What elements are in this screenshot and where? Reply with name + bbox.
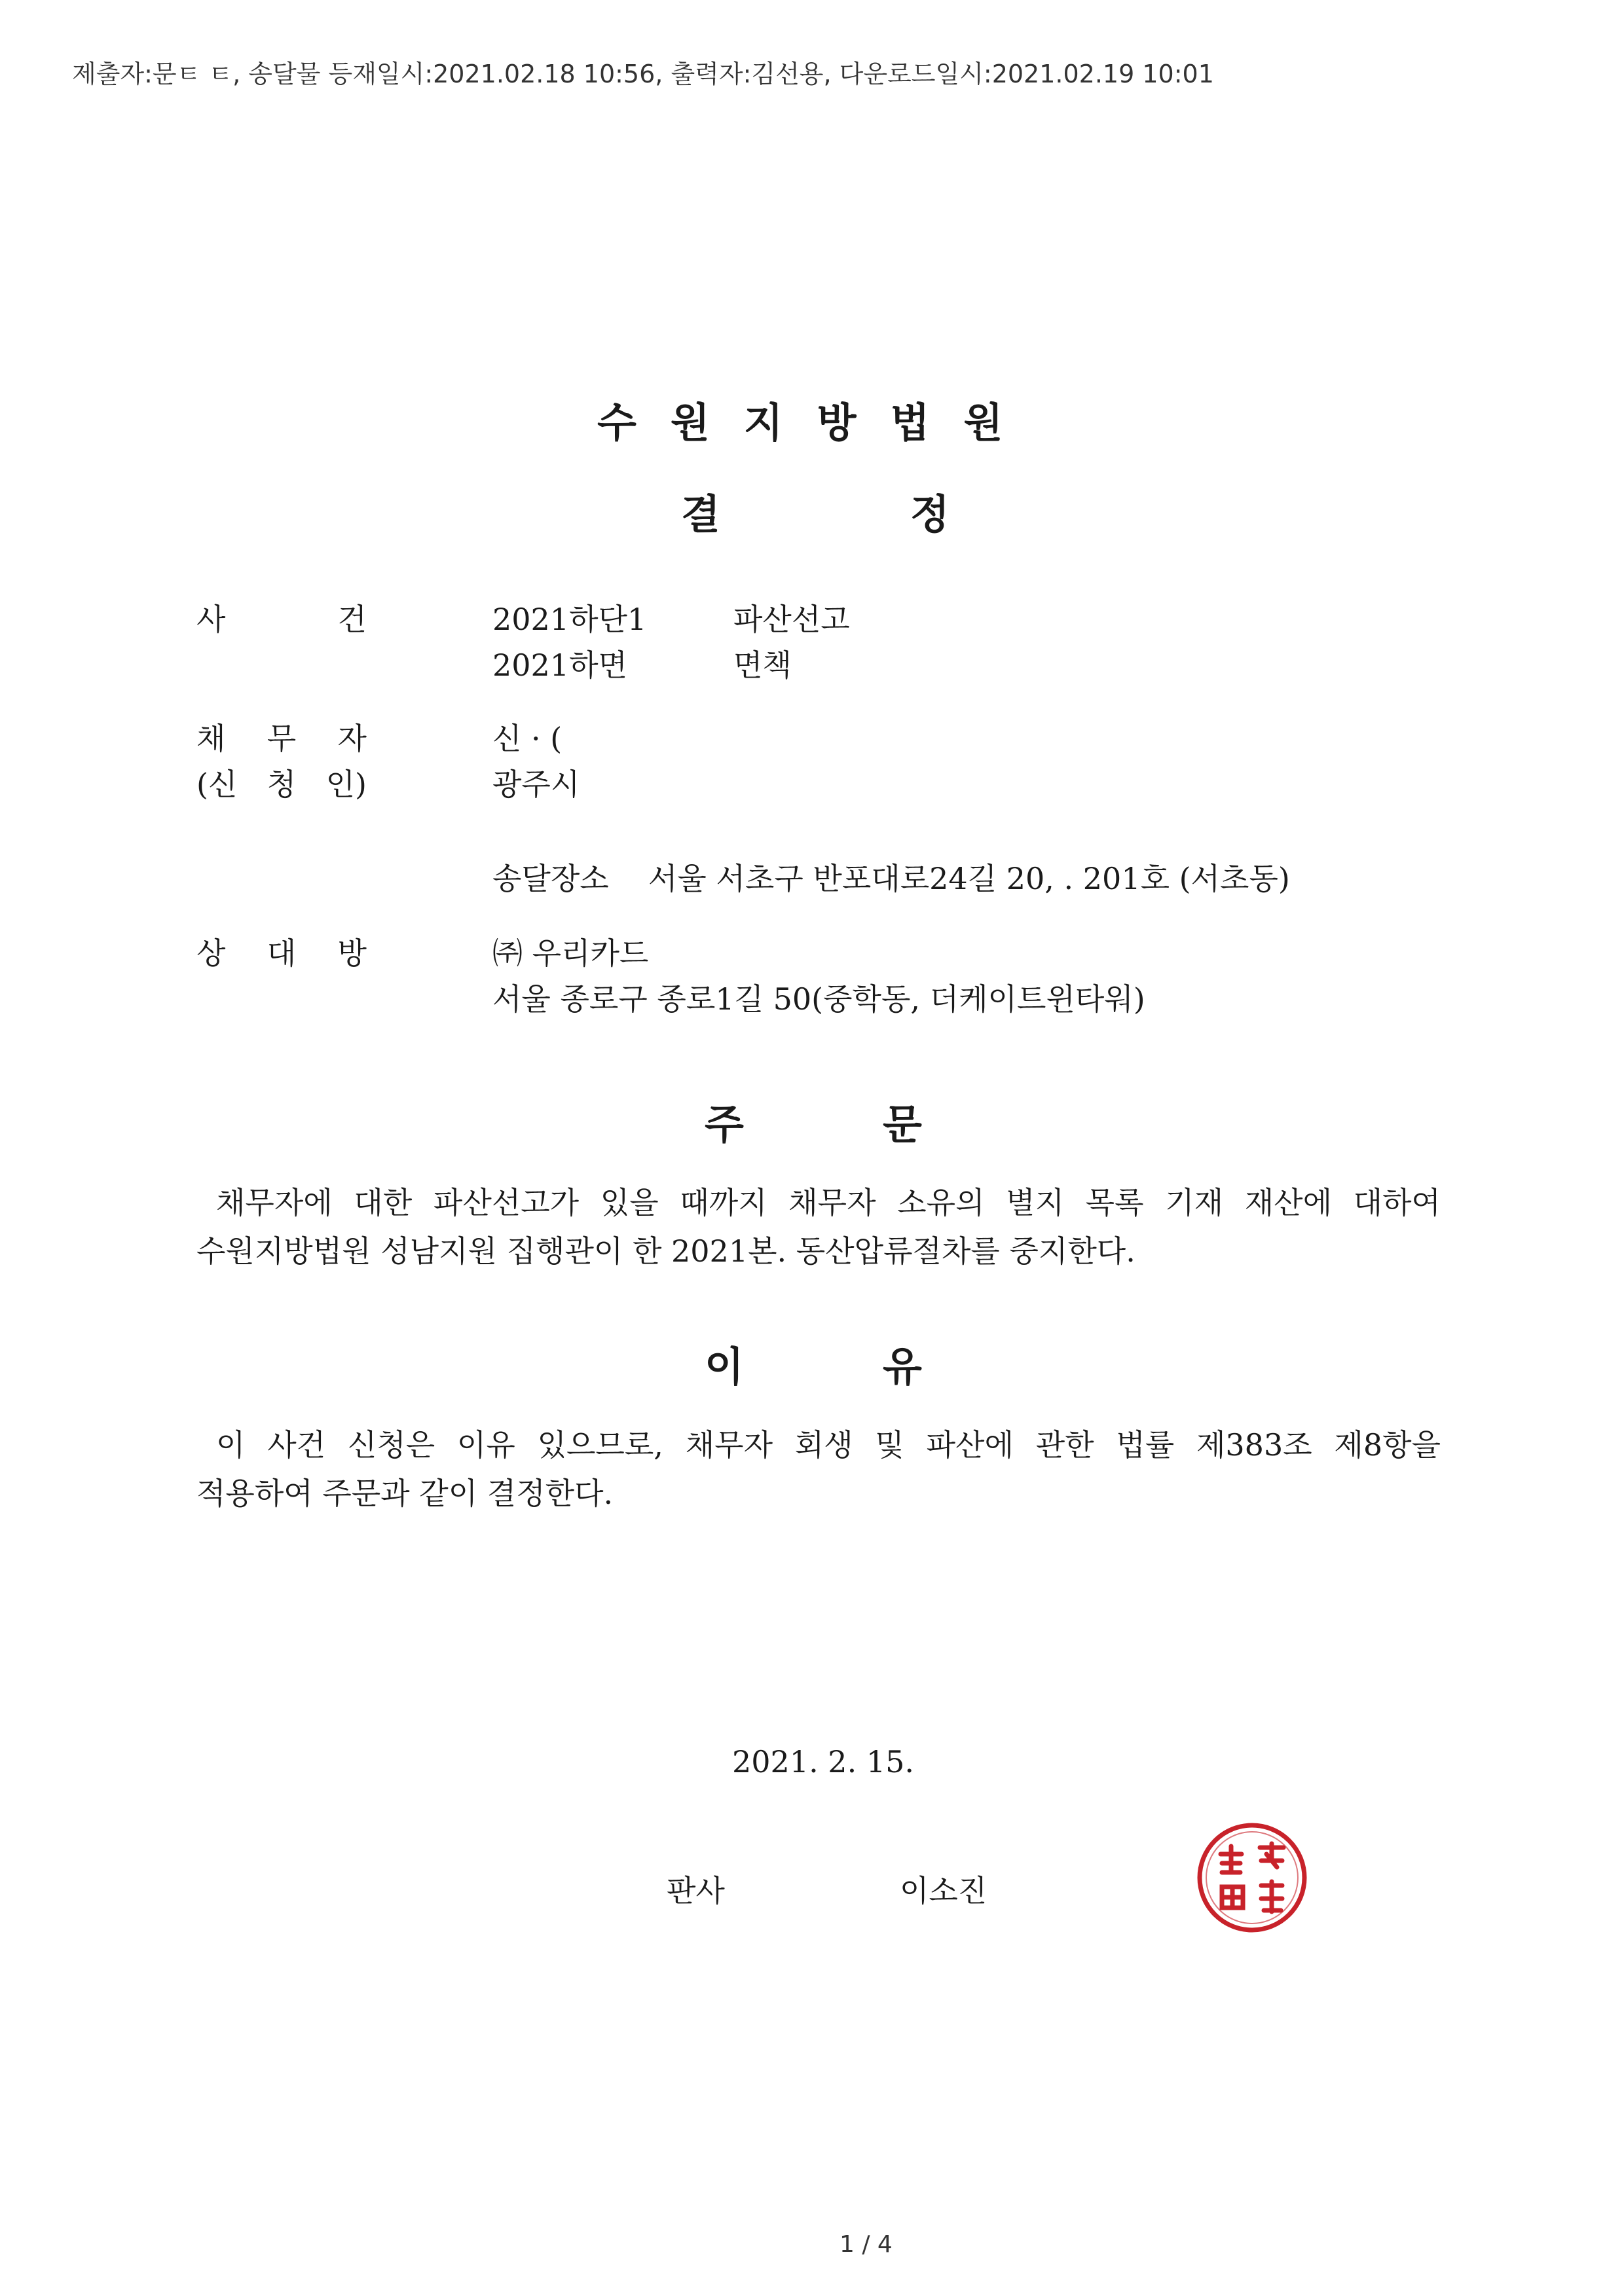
debtor-label: 채 무 자 bbox=[196, 721, 367, 756]
judge-seal-icon bbox=[1196, 1821, 1308, 1934]
download-header: 제출자:문ㅌ ㅌ, 송달물 등재일시:2021.02.18 10:56, 출력자:김선용, 다운로드일시:2021.02.19 10:01 bbox=[72, 60, 1214, 88]
reason-heading-char-1: 이 bbox=[705, 1343, 744, 1391]
case-type-2: 면책 bbox=[733, 647, 792, 683]
reason-text bbox=[196, 1421, 1441, 1518]
counterparty-label: 상 대 방 bbox=[196, 936, 367, 971]
counterparty-address: 서울 종로구 종로1길 50(중학동, 더케이트윈타워) bbox=[492, 981, 1145, 1017]
judge-title: 판사 bbox=[667, 1873, 725, 1908]
judge-name: 이소진 bbox=[900, 1873, 987, 1908]
court-name: 수원지방법원 bbox=[597, 399, 1037, 446]
case-number-1: 2021하단1 bbox=[492, 602, 647, 637]
debtor-address: 광주시 bbox=[492, 767, 580, 802]
case-type-1: 파산선고 bbox=[733, 602, 850, 637]
service-address: 서울 서초구 반포대로24길 20, . 201호 (서초동) bbox=[648, 861, 1290, 896]
title-char-1: 결 bbox=[681, 490, 720, 538]
decision-date: 2021. 2. 15. bbox=[732, 1744, 914, 1779]
counterparty-name: ㈜ 우리카드 bbox=[492, 936, 649, 971]
debtor-sublabel: (신 청 인) bbox=[196, 767, 367, 802]
case-label: 사 건 bbox=[196, 602, 367, 637]
page-number: 1 / 4 bbox=[840, 2231, 893, 2258]
order-line-1: 채무자에 대한 파산선고가 있을 때까지 채무자 소유의 별지 목록 기재 재산에 대하여 bbox=[216, 1185, 1441, 1220]
reason-heading-char-2: 유 bbox=[883, 1343, 922, 1391]
title-char-2: 정 bbox=[910, 490, 950, 538]
order-heading-char-2: 문 bbox=[883, 1101, 922, 1148]
order-heading-char-1: 주 bbox=[705, 1101, 744, 1148]
case-number-2: 2021하면 bbox=[492, 647, 627, 683]
order-heading bbox=[705, 1092, 922, 1150]
service-location-label: 송달장소 bbox=[492, 861, 609, 896]
reason-line-2: 적용하여 주문과 같이 결정한다. bbox=[196, 1476, 614, 1511]
debtor-name: 신 · ( bbox=[492, 721, 563, 756]
order-text bbox=[196, 1178, 1441, 1275]
order-line-2: 수원지방법원 성남지원 집행관이 한 2021본. 동산압류절차를 중지한다. bbox=[196, 1233, 1135, 1269]
reason-line-1: 이 사건 신청은 이유 있으므로, 채무자 회생 및 파산에 관한 법률 제383조 제8항을 bbox=[216, 1427, 1441, 1463]
reason-heading bbox=[705, 1334, 922, 1393]
document-title bbox=[681, 482, 950, 540]
